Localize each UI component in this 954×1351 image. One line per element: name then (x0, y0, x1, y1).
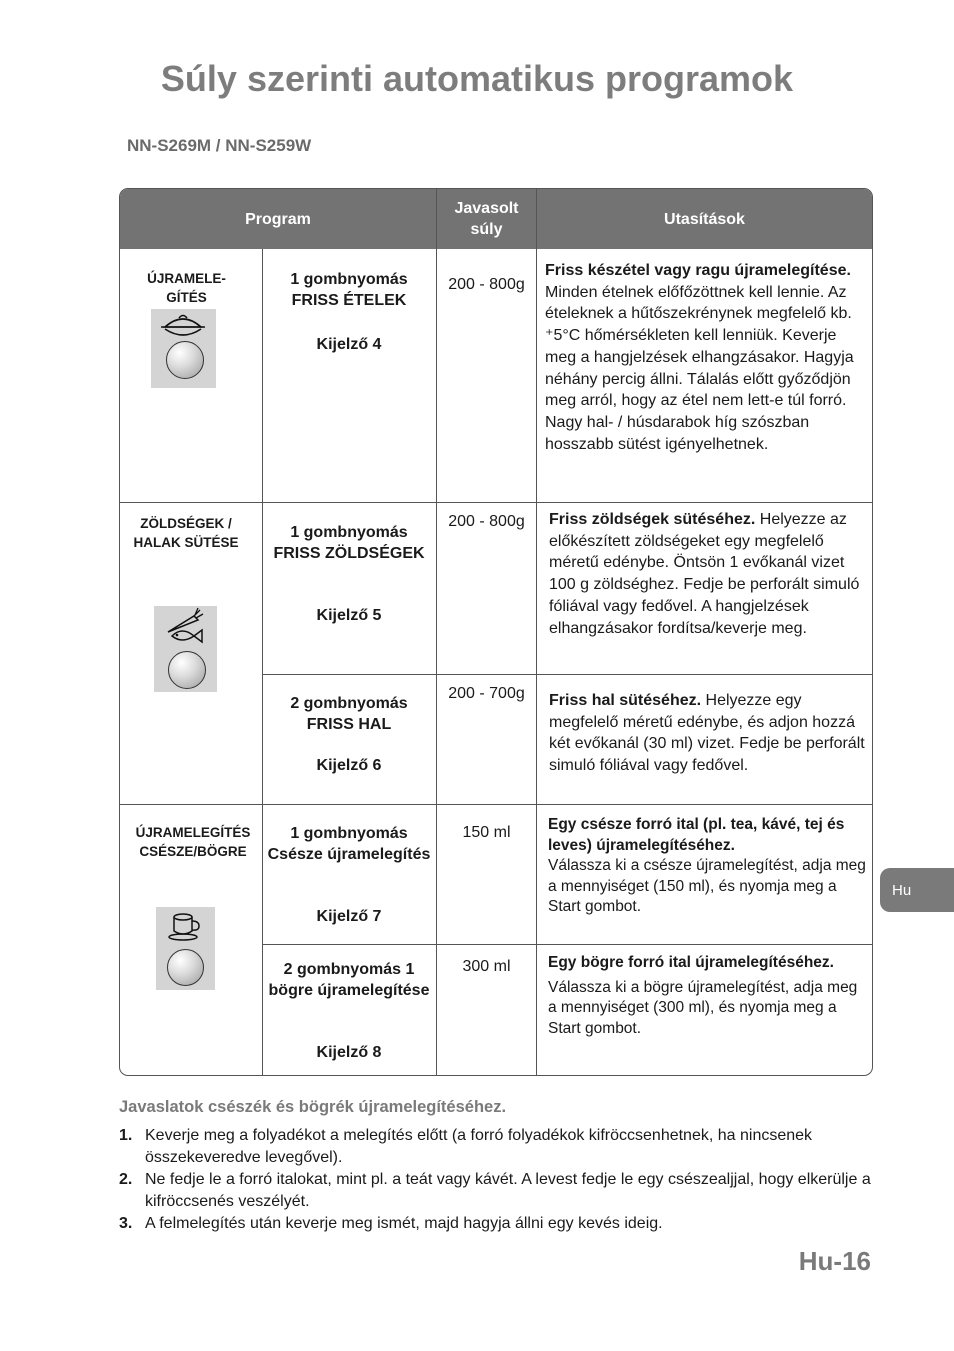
instructions-body: Helyezze az előkészített zöldségeket egy megfelelő méretű edénybe. Öntsön 1 evőkanál vizet 100 g zöldséghez. Fedje be perforált simuló fóliával vagy fedővel. A hangjelzések elhangzásakor fordítsa/keverje meg. (549, 511, 860, 637)
weight-value: 200 - 800g (448, 276, 525, 293)
language-tab: Hu (880, 868, 954, 912)
divider (536, 189, 537, 1075)
weight-value: 200 - 800g (448, 513, 525, 530)
header-weight: Javasolt súly (454, 200, 519, 238)
carrot-and-fish-icon (154, 606, 217, 692)
category-label: ÚJRAMELE-GÍTÉS (147, 271, 226, 305)
cup-icon (156, 907, 215, 990)
tips-list (119, 1125, 871, 1235)
list-text: Ne fedje le a forró italokat, mint pl. a teát vagy kávét. A levest fedje le egy csészealjjal, hogy elkerülje a kifröccsenés veszélyét. (145, 1171, 871, 1210)
program-name: 1 gombnyomás FRISS ZÖLDSÉGEK (273, 524, 425, 562)
program-name: 2 gombnyomás 1 bögre újramelegítése (268, 961, 430, 999)
instructions-body: Helyezze egy megfelelő méretű edénybe, és adjon hozzá két evőkanál (30 ml) vizet. Fedje be perforált simuló fóliával vagy fedővel. (549, 692, 865, 775)
instructions-text (548, 815, 866, 918)
divider (262, 674, 872, 675)
list-text: A felmelegítés után keverje meg ismét, majd hagyja állni egy kevés ideig. (145, 1215, 663, 1232)
list-number: 3. (119, 1215, 133, 1232)
list-item (119, 1213, 871, 1235)
divider (262, 249, 263, 1075)
list-item (119, 1125, 871, 1169)
program-table (119, 188, 873, 1076)
instructions-text (549, 690, 865, 777)
display-code: Kijelző 8 (316, 1044, 382, 1061)
display-code: Kijelző 7 (316, 908, 382, 925)
instructions-body: Minden ételnek előfőzöttnek kell lennie. Az ételeknek a hűtőszekrénynek megfelelő kb. ⁺5°C hőmérsékleten kell lenniük. Keverje meg a hangjelzések elhangzásakor. Hagyja néhány percig állni. Tálalás előtt győződjön meg arról, hogy az étel nem lett-e túl forró. Nagy hal- / húsdarabok híg szószban hosszabb sütést igényelhetnek. (545, 283, 854, 453)
instructions-body: Válassza ki a bögre újramelegítést, adja meg a mennyiséget (300 ml), és nyomja meg a Start gombot. (548, 978, 858, 1037)
weight-value: 300 ml (462, 958, 511, 975)
divider (436, 189, 437, 1075)
instructions-bold: Egy bögre forró ital újramelegítéséhez. (548, 954, 834, 971)
category-label: ÚJRAMELEGÍTÉS CSÉSZE/BÖGRE (135, 825, 251, 859)
list-text: Keverje meg a folyadékot a melegítés előtt (a forró folyadékok kifröccsenhetnek, ha nincsenek összekeveredve levegővel). (145, 1127, 813, 1166)
model-subtitle: NN-S269M / NN-S259W (127, 136, 312, 155)
dish-with-lid-icon (151, 309, 216, 388)
divider (120, 502, 872, 503)
instructions-bold: Friss zöldségek sütéséhez. (549, 511, 756, 528)
divider (262, 944, 872, 945)
tips-title: Javaslatok csészék és bögrék újramelegítéséhez. (119, 1098, 507, 1116)
dial-knob-icon (167, 949, 204, 986)
instructions-bold: Friss készétel vagy ragu újramelegítése. (545, 262, 851, 279)
category-label: ZÖLDSÉGEK / HALAK SÜTÉSE (133, 516, 239, 550)
program-name: 2 gombnyomás FRISS HAL (290, 695, 408, 733)
instructions-bold: Friss hal sütéséhez. (549, 692, 702, 709)
instructions-text (548, 953, 866, 1039)
display-code: Kijelző 5 (316, 607, 382, 624)
instructions-text (545, 260, 863, 455)
list-item (119, 1169, 871, 1213)
page-title: Súly szerinti automatikus programok (160, 58, 794, 99)
weight-value: 200 - 700g (448, 685, 525, 702)
display-code: Kijelző 6 (316, 757, 382, 774)
instructions-bold: Egy csésze forró ital (pl. tea, kávé, tej és leves) újramelegítéséhez. (548, 816, 845, 854)
dial-knob-icon (168, 651, 206, 689)
table-header (120, 189, 872, 249)
display-code: Kijelző 4 (316, 336, 382, 353)
header-program: Program (245, 210, 311, 228)
list-number: 1. (119, 1127, 133, 1144)
divider (120, 804, 872, 805)
page-number: Hu-16 (798, 1246, 871, 1276)
header-instructions: Utasítások (664, 210, 745, 228)
instructions-body: Válassza ki a csésze újramelegítést, adja meg a mennyiséget (150 ml), és nyomja meg a Start gombot. (548, 857, 866, 915)
program-name: 1 gombnyomás FRISS ÉTELEK (290, 271, 408, 309)
instructions-text (549, 509, 865, 639)
program-name: 1 gombnyomás Csésze újramelegítés (267, 825, 431, 863)
weight-value: 150 ml (462, 824, 511, 841)
dial-knob-icon (166, 341, 204, 379)
list-number: 2. (119, 1171, 133, 1188)
